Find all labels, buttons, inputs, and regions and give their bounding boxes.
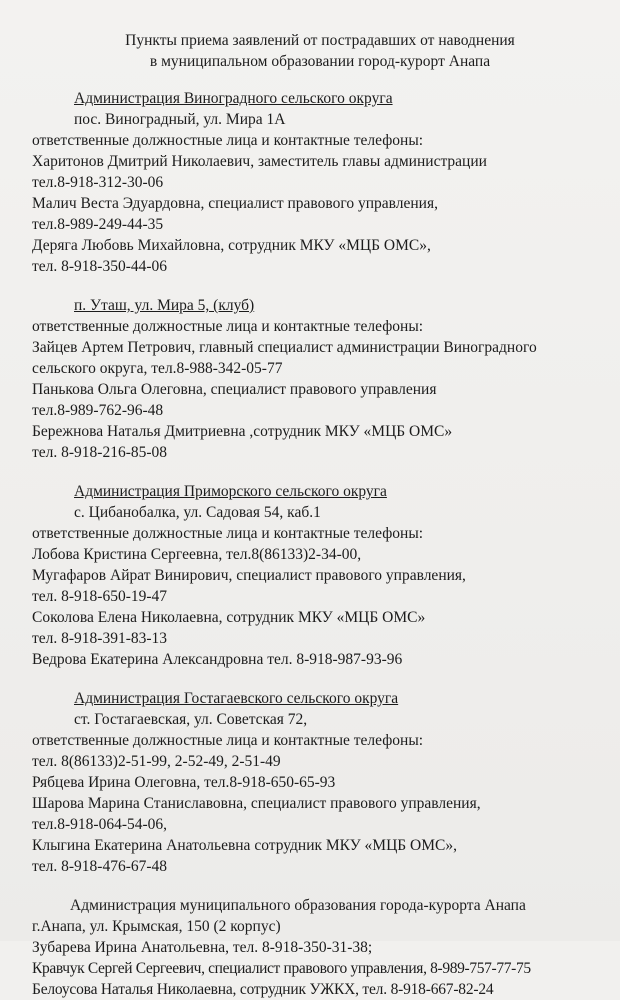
address-line: г.Анапа, ул. Крымская, 150 (2 корпус): [32, 918, 281, 935]
section-vinogradny: [0, 88, 620, 277]
text-line: тел. 8-918-216-85-08: [32, 444, 168, 461]
section-heading: Администрация Виноградного сельского округа: [74, 90, 393, 107]
address-line: ст. Гостагаевская, ул. Советская 72,: [74, 711, 308, 728]
text-line: ответственные должностные лица и контактные телефоны:: [32, 132, 424, 149]
text-line: Харитонов Дмитрий Николаевич, заместитель главы администрации: [32, 153, 487, 170]
text-line: Бережнова Наталья Дмитриевна ,сотрудник МКУ «МЦБ ОМС»: [32, 423, 453, 440]
text-line: тел.8-989-762-96-48: [32, 402, 164, 419]
text-line: Кравчук Сергей Сергеевич, специалист правового управления, 8-989-757-77-75: [32, 960, 531, 977]
section-utash: [0, 295, 620, 463]
text-line: тел.8-918-064-54-06,: [32, 816, 168, 833]
document-title: [40, 0, 600, 72]
text-line: ответственные должностные лица и контактные телефоны:: [32, 318, 424, 335]
text-line: Мугафаров Айрат Винирович, специалист правового управления,: [32, 567, 466, 584]
text-line: Белоусова Наталья Николаевна, сотрудник УЖКХ, тел. 8-918-667-82-24: [32, 981, 494, 998]
section-gostagaevsky: [0, 688, 620, 877]
section-heading: Администрация Гостагаевского сельского округа: [74, 690, 399, 707]
text-line: Зубарева Ирина Анатольевна, тел. 8-918-350-31-38;: [32, 939, 373, 956]
text-line: Зайцев Артем Петрович, главный специалист администрации Виноградного: [32, 339, 537, 356]
text-line: ответственные должностные лица и контактные телефоны:: [32, 525, 424, 542]
text-line: Шарова Марина Станиславовна, специалист правового управления,: [32, 795, 481, 812]
text-line: Малич Веста Эдуардовна, специалист правового управления,: [32, 195, 438, 212]
text-line: Рябцева Ирина Олеговна, тел.8-918-650-65-93: [32, 774, 336, 791]
text-line: Клыгина Екатерина Анатольевна сотрудник МКУ «МЦБ ОМС»,: [32, 837, 458, 854]
text-line: Деряга Любовь Михайловна, сотрудник МКУ «МЦБ ОМС»,: [32, 237, 431, 254]
text-line: тел. 8(86133)2-51-99, 2-52-49, 2-51-49: [32, 753, 281, 770]
text-line: Лобова Кристина Сергеевна, тел.8(86133)2-34-00,: [32, 546, 362, 563]
text-line: тел.8-918-312-30-06: [32, 174, 164, 191]
text-line: тел. 8-918-476-67-48: [32, 858, 168, 875]
text-line: Ведрова Екатерина Александровна тел. 8-918-987-93-96: [32, 651, 403, 668]
text-line: сельского округа, тел.8-988-342-05-77: [32, 360, 283, 377]
section-anapa: [0, 895, 620, 1000]
address-line: пос. Виноградный, ул. Мира 1А: [74, 111, 286, 128]
text-line: тел. 8-918-391-83-13: [32, 630, 168, 647]
title-line-2: в муниципальном образовании город-курорт Анапа: [149, 53, 491, 70]
title-line-1: Пункты приема заявлений от пострадавших от наводнения: [125, 32, 515, 49]
section-heading: Администрация муниципального образования города-курорта Анапа: [70, 897, 526, 914]
section-heading: п. Уташ, ул. Мира 5, (клуб): [74, 297, 255, 314]
text-line: тел. 8-918-350-44-06: [32, 258, 168, 275]
section-primorsky: [0, 481, 620, 670]
text-line: тел.8-989-249-44-35: [32, 216, 164, 233]
text-line: Панькова Ольга Олеговна, специалист правового управления: [32, 381, 437, 398]
address-line: с. Цибанобалка, ул. Садовая 54, каб.1: [74, 504, 321, 521]
text-line: тел. 8-918-650-19-47: [32, 588, 168, 605]
section-heading: Администрация Приморского сельского округа: [74, 483, 387, 500]
text-line: Соколова Елена Николаевна, сотрудник МКУ «МЦБ ОМС»: [32, 609, 426, 626]
text-line: ответственные должностные лица и контактные телефоны:: [32, 732, 424, 749]
